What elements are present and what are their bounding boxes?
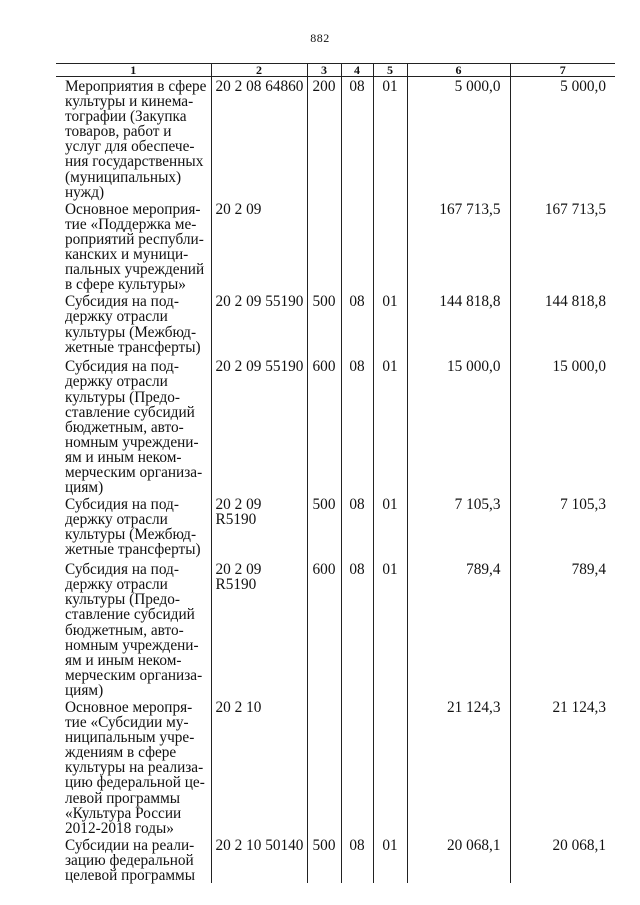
column-header-5: 5 — [373, 64, 407, 77]
row-sum-1: 5 000,0 — [407, 77, 510, 200]
row-pr — [373, 200, 407, 293]
row-sum-2: 21 124,3 — [510, 698, 615, 836]
row-sum-2: 5 000,0 — [510, 77, 615, 200]
row-vr: 600 — [307, 560, 341, 698]
row-pr: 01 — [373, 560, 407, 698]
row-vr: 600 — [307, 357, 341, 495]
row-name: Основное мероприя- тие «Поддержка ме- роприятий республи- канских и муници- пальных учреждений в сфере культуры» — [65, 200, 205, 294]
row-pr: 01 — [373, 495, 407, 560]
row-vr: 500 — [307, 836, 341, 883]
row-rz: 08 — [341, 836, 373, 883]
table-row — [56, 698, 615, 836]
table-row — [56, 836, 615, 883]
row-sum-1: 7 105,3 — [407, 495, 510, 560]
row-sum-1: 21 124,3 — [407, 698, 510, 836]
row-name: Субсидия на под- держку отрасли культуры (Предо- ставление субсидий бюджетным, авто- номным учреждени- ям и иным неком- мерческим организа- циям) — [65, 358, 203, 497]
row-sum-2: 20 068,1 — [510, 836, 615, 883]
row-sum-1: 167 713,5 — [407, 200, 510, 293]
table-row — [56, 77, 615, 200]
row-rz — [341, 698, 373, 836]
row-name: Субсидия на под- держку отрасли культуры (Межбюд- жетные трансферты) — [65, 293, 201, 356]
row-vr: 500 — [307, 495, 341, 560]
table-row — [56, 200, 615, 293]
row-name: Субсидии на реали- зацию федеральной целевой программы — [65, 836, 196, 885]
row-sum-2: 15 000,0 — [510, 357, 615, 495]
row-code: 20 2 10 50140 — [211, 836, 307, 883]
row-pr: 01 — [373, 292, 407, 357]
row-vr: 200 — [307, 77, 341, 200]
row-sum-1: 15 000,0 — [407, 357, 510, 495]
table-header — [56, 64, 615, 77]
row-sum-1: 789,4 — [407, 560, 510, 698]
row-rz: 08 — [341, 495, 373, 560]
table-body — [56, 77, 615, 884]
row-code: 20 2 09 — [211, 200, 307, 293]
row-vr: 500 — [307, 292, 341, 357]
row-sum-1: 144 818,8 — [407, 292, 510, 357]
row-sum-2: 167 713,5 — [510, 200, 615, 293]
row-code: 20 2 10 — [211, 698, 307, 836]
table-row — [56, 292, 615, 357]
table-row — [56, 357, 615, 495]
row-pr — [373, 698, 407, 836]
row-pr: 01 — [373, 836, 407, 883]
row-code: 20 2 09 55190 — [211, 357, 307, 495]
row-pr: 01 — [373, 77, 407, 200]
row-code: 20 2 09 R5190 — [211, 560, 307, 698]
column-header-6: 6 — [407, 64, 510, 77]
row-code: 20 2 09 55190 — [211, 292, 307, 357]
row-rz — [341, 200, 373, 293]
column-header-7: 7 — [510, 64, 615, 77]
row-sum-1: 20 068,1 — [407, 836, 510, 883]
table-row — [56, 495, 615, 560]
row-code: 20 2 08 64860 — [211, 77, 307, 200]
page-number: 882 — [310, 31, 330, 45]
row-rz: 08 — [341, 77, 373, 200]
row-rz: 08 — [341, 357, 373, 495]
row-name: Субсидия на под- держку отрасли культуры (Межбюд- жетные трансферты) — [65, 496, 201, 559]
row-vr — [307, 698, 341, 836]
row-name: Основное меропря- тие «Субсидии му- ниципальным учре- ждениям в сфере культуры на реализа- цию федеральной це- левой программы «Культура России 2012-2018 годы» — [65, 699, 205, 837]
table-row — [56, 560, 615, 698]
header-row — [56, 64, 615, 77]
budget-table — [56, 63, 615, 883]
row-name: Субсидия на под- держку отрасли культуры (Предо- ставление субсидий бюджетным, авто- номным учреждени- ям и иным неком- мерческим организа- циям) — [65, 561, 203, 699]
column-header-2: 2 — [211, 64, 307, 77]
row-vr — [307, 200, 341, 293]
row-name: Мероприятия в сфере культуры и кинема- тографии (Закупка товаров, работ и услуг для обеспече- ния государственных (муниципальных) нужд) — [65, 78, 207, 201]
row-code: 20 2 09 R5190 — [211, 495, 307, 560]
column-header-3: 3 — [307, 64, 341, 77]
row-sum-2: 7 105,3 — [510, 495, 615, 560]
row-sum-2: 144 818,8 — [510, 292, 615, 357]
row-sum-2: 789,4 — [510, 560, 615, 698]
row-rz: 08 — [341, 292, 373, 357]
column-header-4: 4 — [341, 64, 373, 77]
column-header-1: 1 — [56, 64, 211, 77]
row-pr: 01 — [373, 357, 407, 495]
row-rz: 08 — [341, 560, 373, 698]
